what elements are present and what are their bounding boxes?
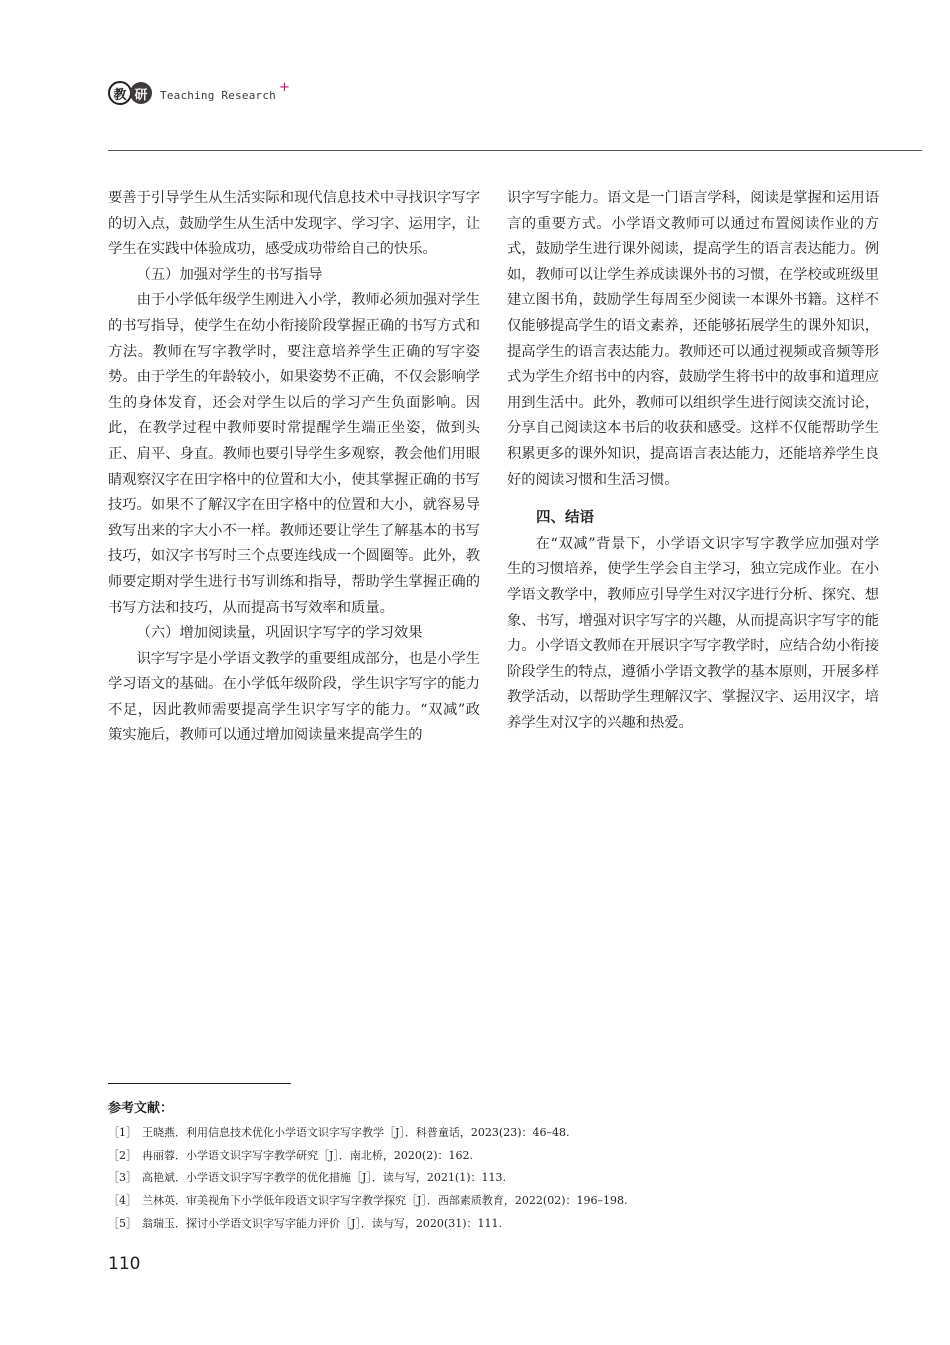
reference-item [108, 1122, 922, 1145]
reference-number: ［5］ [108, 1216, 137, 1230]
reference-number: ［1］ [108, 1126, 137, 1139]
reference-item [108, 1213, 922, 1236]
reference-number: ［3］ [108, 1171, 137, 1185]
section-heading-conclusion: 四、结语 [536, 510, 594, 527]
journal-title: Teaching Research [160, 88, 276, 102]
paragraph: 要善于引导学生从生活实际和现代信息技术中寻找识字写字的切入点，鼓励学生从生活中发现字、学习字、运用字，让学生在实践中体验成功，感受成功带给自己的快乐。 [108, 190, 480, 258]
paragraph: 识字写字能力。语文是一门语言学科，阅读是掌握和运用语言的重要方式。小学语文教师可以通过布置阅读作业的方式，鼓励学生进行课外阅读，提高学生的语言表达能力。例如，教师可以让学生养成读课外书的习惯，在学校或班级里建立图书角，鼓励学生每周至少阅读一本课外书籍。这样不仅能够提高学生的语文素养，还能够拓展学生的课外知识，提高学生的语言表达能力。教师还可以通过视频或音频等形式为学生介绍书中的内容，鼓励学生将书中的故事和道理应用到生活中。此外，教师可以组织学生进行阅读交流讨论，分享自己阅读这本书后的收获和感受。这样不仅能帮助学生积累更多的课外知识，提高语言表达能力，还能培养学生良好的阅读习惯和生活习惯。 [507, 190, 879, 488]
references-title: 参考文献： [108, 1101, 174, 1116]
reference-list [108, 1122, 922, 1236]
references-divider [108, 1083, 291, 1084]
paragraph: 在“双减”背景下，小学语文识字写字教学应加强对学生的习惯培养，使学生学会自主学习，独立完成作业。在小学语文教学中，教师应引导学生对汉字进行分析、探究、想象、书写，增强对识字写字的兴趣，从而提高识字写字的能力。小学语文教师在开展识字写字教学时，应结合幼小衔接阶段学生的特点，遵循小学语文教学的基本原则，开展多样教学活动，以帮助学生理解汉字、掌握汉字、运用汉字，培养学生对汉字的兴趣和热爱。 [507, 535, 879, 731]
paragraph: 识字写字是小学语文教学的重要组成部分，也是小学生学习语文的基础。在小学低年级阶段，学生识字写字的能力不足，因此教师需要提高学生识字写字的能力。“双减”政策实施后，教师可以通过增加阅读量来提高学生的 [108, 650, 480, 744]
page-number: 110 [108, 1254, 141, 1274]
reference-text: 翁瑞玉．探讨小学语文识字写字能力评价［J］．读与写，2020(31)：111. [142, 1216, 502, 1230]
reference-text: 兰林英．审美视角下小学低年段语文识字写字教学探究［J］．西部素质教育，2022(02)：196–198. [142, 1194, 628, 1208]
journal-header [108, 80, 290, 106]
right-column [507, 186, 879, 736]
reference-text: 王晓燕．利用信息技术优化小学语文识字写字教学［J］．科普童话，2023(23)：46–48. [142, 1126, 570, 1139]
logo-badge-yan: 研 [130, 82, 152, 104]
reference-item [108, 1145, 922, 1168]
left-column [108, 186, 480, 749]
reference-item [108, 1167, 922, 1190]
plus-icon: + [278, 79, 290, 95]
reference-number: ［4］ [108, 1194, 137, 1208]
reference-number: ［2］ [108, 1148, 137, 1162]
subsection-heading-6: （六）增加阅读量，巩固识字写字的学习效果 [136, 625, 423, 642]
paragraph: 由于小学低年级学生刚进入小学，教师必须加强对学生的书写指导，使学生在幼小衔接阶段掌握正确的书写方式和方法。教师在写字教学时，要注意培养学生正确的写字姿势。由于学生的年龄较小，如果姿势不正确，不仅会影响学生的身体发育，还会对学生以后的学习产生负面影响。因此，在教学过程中教师要时常提醒学生端正坐姿，做到头正、肩平、身直。教师也要引导学生多观察，教会他们用眼睛观察汉字在田字格中的位置和大小，使其掌握正确的书写技巧。如果不了解汉字在田字格中的位置和大小，就容易导致写出来的字大小不一样。教师还要让学生了解基本的书写技巧，如汉字书写时三个点要连线成一个圆圈等。此外，教师要定期对学生进行书写训练和指导，帮助学生掌握正确的书写方法和技巧，从而提高书写效率和质量。 [108, 292, 480, 616]
reference-item [108, 1190, 922, 1213]
reference-text: 高艳斌．小学语文识字写字教学的优化措施［J］．读与写，2021(1)：113. [142, 1171, 506, 1185]
logo-badge-jiao: 教 [108, 81, 132, 105]
reference-text: 冉丽蓉．小学语文识字写字教学研究［J］．南北桥，2020(2)：162. [142, 1148, 473, 1162]
subsection-heading-5: （五）加强对学生的书写指导 [136, 266, 323, 283]
header-divider [108, 150, 922, 151]
